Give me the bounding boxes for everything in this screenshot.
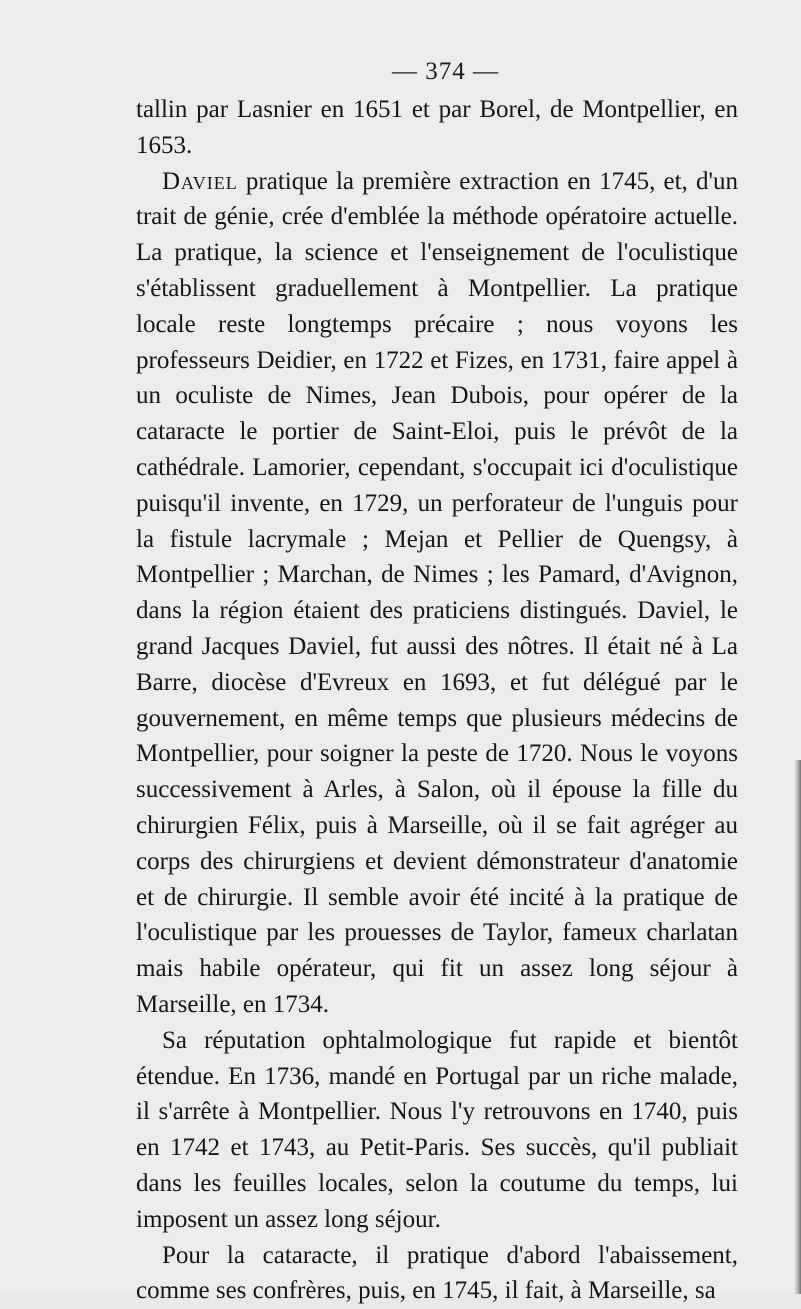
paragraph-continuation — [136, 92, 738, 164]
body-text — [136, 92, 738, 1309]
page-edge-shadow — [794, 760, 801, 1294]
paragraph-lead-name: Daviel — [162, 168, 238, 195]
paragraph-text: pratique la première extraction en 1745, et, d'un trait de génie, crée d'emblée la méthode opératoire actuelle. La pratique, la science et l'enseignement de l'oculistique s'établissent graduellement à Montpellier. La pratique locale reste longtemps précaire ; nous voyons les professeurs Deidier, en 1722 et Fizes, en 1731, faire appel à un oculiste de Nimes, Jean Dubois, pour opérer de la cataracte le portier de Saint-Eloi, puis le prévôt de la cathédrale. Lamorier, cependant, s'occupait ici d'oculistique puisqu'il invente, en 1729, un perforateur de l'unguis pour la fistule lacrymale ; Mejan et Pellier de Quengsy, à Montpellier ; Marchan, de Nimes ; les Pamard, d'Avignon, dans la région étaient des praticiens distingués. Daviel, le grand Jacques Daviel, fut aussi des nôtres. Il était né à La Barre, diocèse d'Evreux en 1693, et fut délégué par le gouvernement, en même temps que plusieurs médecins de Montpellier, pour soigner la peste de 1720. Nous le voyons successivement à Arles, à Salon, où il épouse la fille du chirurgien Félix, puis à Marseille, où il se fait agréger au corps des chirurgiens et devient démonstrateur d'anatomie et de chirurgie. Il semble avoir été incité à la pratique de l'oculistique par les prouesses de Taylor, fameux charlatan mais habile opérateur, qui fit un assez long séjour à Marseille, en 1734. — [136, 168, 738, 1018]
paragraph-text: Pour la cataracte, il pratique d'abord l'abaissement, comme ses confrères, puis, en 1745, il fait, à Marseille, sa — [136, 1242, 738, 1305]
paragraph-text: tallin par Lasnier en 1651 et par Borel, de Montpellier, en 1653. — [136, 96, 738, 159]
paragraph-cataracte — [136, 1238, 738, 1309]
paragraph-reputation — [136, 1023, 738, 1238]
page-number: — 374 — — [0, 58, 801, 86]
paragraph-text: Sa réputation ophtalmologique fut rapide et bientôt étendue. En 1736, mandé en Portugal par un riche malade, il s'arrête à Montpellier. Nous l'y retrouvons en 1740, puis en 1742 et 1743, au Petit-Paris. Ses succès, qu'il publiait dans les feuilles locales, selon la coutume du temps, lui imposent un assez long séjour. — [136, 1027, 738, 1233]
paragraph-daviel — [136, 164, 738, 1023]
